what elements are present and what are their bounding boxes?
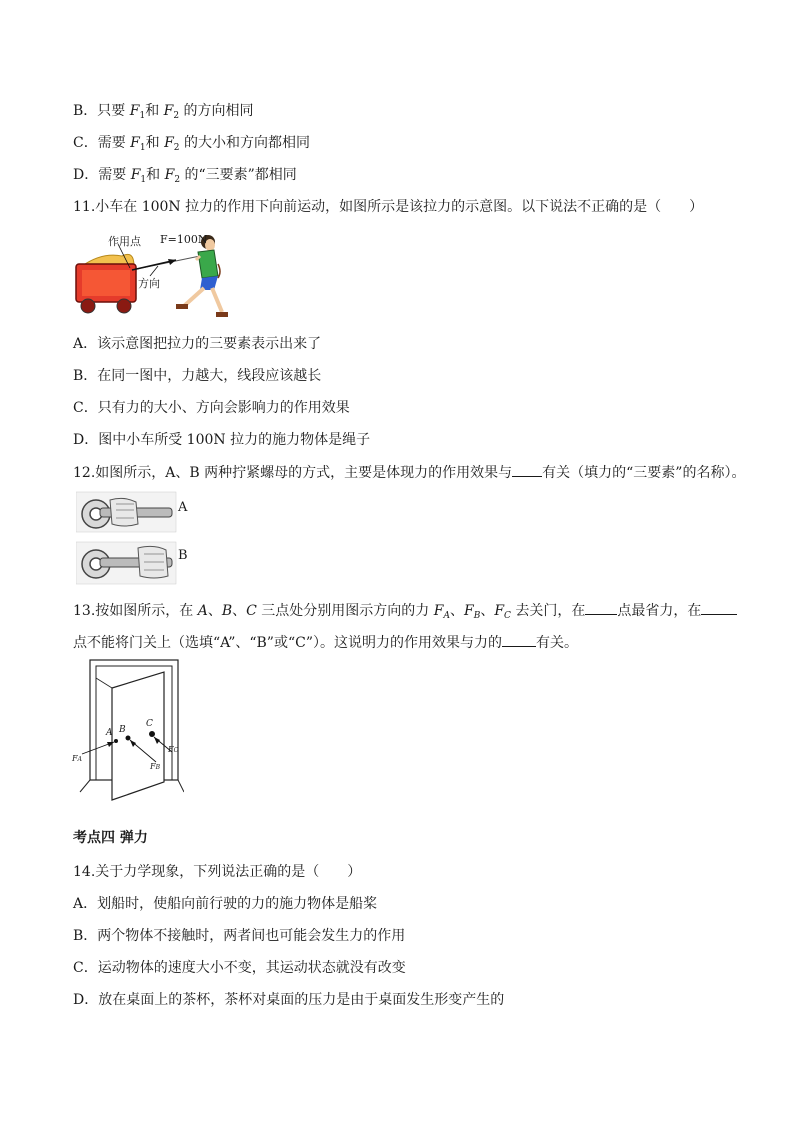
answer-blank[interactable] [701, 601, 737, 615]
section-heading: 考点四 弹力 [73, 830, 148, 846]
door-label-fa: FA [72, 754, 82, 763]
q11-option-a: A．该示意图把拉力的三要素表示出来了 [73, 336, 322, 352]
door-label-a: A [106, 728, 113, 738]
q10-option-c: C．需要 $F_1$和 $F_2$ 的大小和方向都相同 [73, 135, 310, 153]
q11-stem: 11.小车在 100N 拉力的作用下向前运动，如图所示是该拉力的示意图。以下说法不正确的是（ ） [73, 199, 704, 215]
label-a: A [178, 500, 188, 515]
answer-blank[interactable] [585, 601, 617, 615]
label-direction: 方向 [138, 277, 160, 290]
door-illustration [68, 658, 184, 804]
q12-stem: 12.如图所示，A、B 两种拧紧螺母的方式，主要是体现力的作用效果与 有关（填力的“三要素”的名称）。 [73, 465, 746, 481]
q14-option-b: B．两个物体不接触时，两者间也可能会发生力的作用 [73, 928, 406, 944]
label-point-of-action: 作用点 [108, 235, 141, 248]
door-label-fb: FB [150, 762, 160, 771]
q13-stem-line1: 13.按如图所示，在 A、B、C 三点处分别用图示方向的力 $F_A$、$F_B$、$F_C$ 去关门，在 点最省力，在 [73, 601, 737, 622]
q11-option-d: D．图中小车所受 100N 拉力的施力物体是绳子 [73, 432, 371, 448]
label-force-value: F=100N [160, 233, 208, 246]
answer-blank[interactable] [512, 463, 542, 477]
q11-option-c: C．只有力的大小、方向会影响力的作用效果 [73, 400, 350, 416]
door-label-fc: FC [168, 745, 179, 754]
q11-option-b: B．在同一图中，力越大，线段应该越长 [73, 368, 322, 384]
q13-stem-line2: 点不能将门关上（选填“A”、“B”或“C”）。这说明力的作用效果与力的 有关。 [73, 635, 578, 651]
q14-option-a: A．划船时，使船向前行驶的力的施力物体是船桨 [73, 896, 378, 912]
q10-option-b: B．只要 $F_1$和 $F_2$ 的方向相同 [73, 103, 254, 121]
q12-wrench-figure [76, 490, 206, 586]
door-label-b: B [119, 725, 126, 735]
q14-stem: 14.关于力学现象，下列说法正确的是（ ） [73, 864, 362, 880]
label-b: B [178, 548, 188, 563]
q10-option-d: D．需要 $F_1$和 $F_2$ 的“三要素”都相同 [73, 167, 297, 185]
q14-option-c: C．运动物体的速度大小不变，其运动状态就没有改变 [73, 960, 406, 976]
q11-cart-figure [72, 228, 232, 324]
door-label-c: C [146, 719, 153, 729]
answer-blank[interactable] [502, 633, 536, 647]
q14-option-d: D．放在桌面上的茶杯，茶杯对桌面的压力是由于桌面发生形变产生的 [73, 992, 505, 1008]
q13-door-figure [68, 658, 184, 804]
